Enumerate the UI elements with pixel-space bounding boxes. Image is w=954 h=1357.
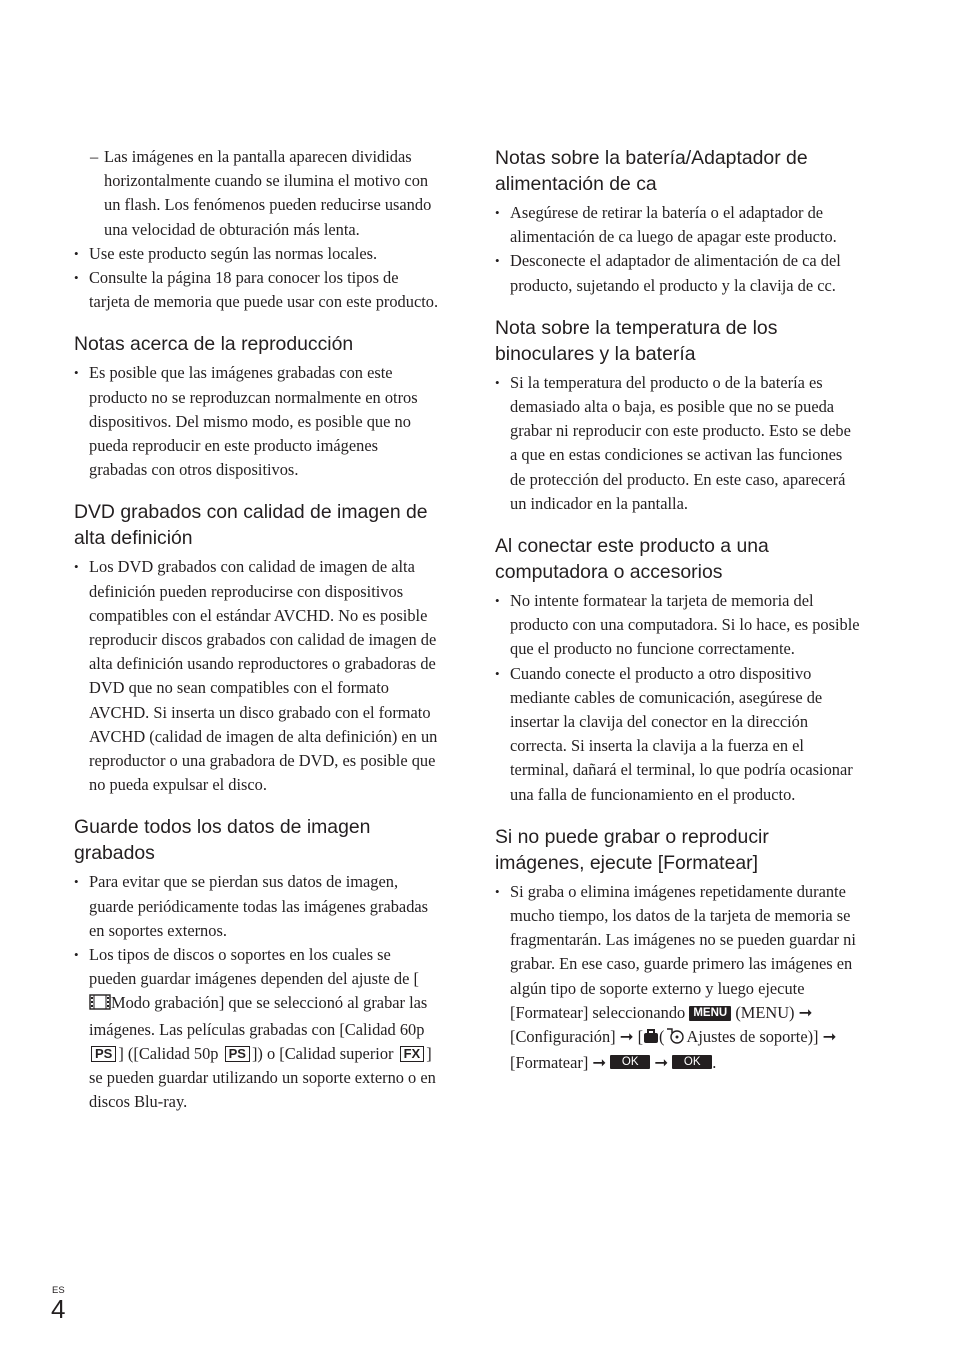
- list-item: [74, 943, 440, 1114]
- list-item: [74, 555, 440, 797]
- text: (MENU): [735, 1002, 795, 1022]
- text: [Configuración]: [510, 1027, 616, 1047]
- bullet-mark: •: [495, 374, 500, 390]
- ps-badge: PS: [225, 1046, 250, 1062]
- arrow-icon: ➞: [654, 1053, 669, 1073]
- text: (: [659, 1027, 665, 1047]
- language-code: ES: [52, 1285, 65, 1296]
- page-number: 4: [51, 1294, 66, 1324]
- list-item: [74, 361, 440, 482]
- list-item-text: No intente formatear la tarjeta de memoria del producto con una computadora. Si lo hace, es posible que el producto no funcione correctamente.: [510, 591, 860, 659]
- arrow-icon: ➞: [619, 1027, 634, 1047]
- list-item: [495, 662, 861, 807]
- flash-note-text: Las imágenes en la pantalla aparecen divididas horizontalmente cuando se ilumina el motivo con un flash. Los fenómenos pueden reducirse usando una velocidad de obturación más lenta.: [104, 147, 432, 239]
- bullet-mark: •: [74, 365, 79, 381]
- arrow-icon: ➞: [798, 1002, 813, 1022]
- film-strip-icon: [89, 993, 111, 1017]
- fx-badge: FX: [400, 1046, 425, 1062]
- arrow-icon: ➞: [822, 1027, 837, 1047]
- section-heading-bateria: Notas sobre la batería/Adaptador de alimentación de ca: [495, 147, 808, 195]
- bullet-mark: •: [495, 665, 500, 681]
- section-heading-guarde: Guarde todos los datos de imagen grabados: [74, 816, 371, 865]
- text: Modo grabación] que se seleccionó al grabar las imágenes. Las películas grabadas con [Calidad 60p: [89, 993, 428, 1039]
- text: [Formatear]: [510, 1053, 589, 1073]
- ok-button-badge: OK: [610, 1055, 650, 1069]
- ps-badge: PS: [91, 1046, 116, 1062]
- section-heading-conectar: Al conectar este producto a una computadora o accesorios: [495, 535, 769, 584]
- text: Ajustes de soporte)]: [686, 1027, 819, 1047]
- list-item-text: Es posible que las imágenes grabadas con este producto no se reproduzcan normalmente en otros dispositivos. Del mismo modo, es posible que no pueda reproducir en este producto imágenes grabadas con otros dispositivos.: [89, 363, 418, 480]
- list-item-text: Desconecte el adaptador de alimentación de ca del producto, sujetando el producto y la clavija de cc.: [510, 251, 841, 295]
- list-item: [74, 870, 440, 943]
- list-item-text: Use este producto según las normas locales.: [89, 243, 378, 263]
- text: Los tipos de discos o soportes en los cuales se pueden guardar imágenes dependen del ajuste de [: [89, 945, 419, 989]
- section-heading-formatear: Si no puede grabar o reproducir imágenes, ejecute [Formatear]: [495, 825, 769, 874]
- list-item: [495, 201, 861, 249]
- flash-note: [74, 145, 440, 242]
- list-item-text: Consulte la página 18 para conocer los tipos de tarjeta de memoria que puede usar con este producto.: [89, 268, 439, 312]
- text: ] se pueden guardar utilizando un soporte externo o en discos Blu-ray.: [89, 1043, 436, 1112]
- list-item: [495, 249, 861, 297]
- list-item-text: Para evitar que se pierdan sus datos de imagen, guarde periódicamente todas las imágenes grabadas en soportes externos.: [89, 872, 429, 940]
- list-item: [74, 266, 440, 314]
- bullet-mark: •: [74, 947, 79, 963]
- text: ]) o [Calidad superior: [251, 1043, 394, 1063]
- ok-button-badge: OK: [672, 1055, 712, 1069]
- bullet-mark: •: [74, 559, 79, 575]
- list-item-text: Asegúrese de retirar la batería o el adaptador de alimentación de ca luego de apagar este producto.: [510, 203, 837, 247]
- bullet-mark: •: [495, 883, 500, 899]
- right-column: [495, 145, 861, 1075]
- bullet-mark: •: [495, 593, 500, 609]
- text: ] ([Calidad 50p: [118, 1043, 219, 1063]
- list-item: [495, 880, 861, 1076]
- bullet-mark: •: [74, 245, 79, 261]
- text: .: [712, 1053, 717, 1073]
- bullet-mark: •: [495, 253, 500, 269]
- list-item-text: Cuando conecte el producto a otro dispositivo mediante cables de comunicación, asegúrese de insertar la clavija del conector en la dirección correcta. Si inserta la clavija a la fuerza en el terminal, dañará el terminal, lo que podría ocasionar una falla de funcionamiento en el producto.: [510, 663, 853, 804]
- arrow-icon: ➞: [592, 1053, 607, 1073]
- list-item-text: Los DVD grabados con calidad de imagen de alta definición pueden reproducirse con dispositivos compatibles con el estándar AVCHD. No es posible reproducir discos grabados con calidad de imagen de alta definición usando reproductores o grabadoras de DVD que no sean compatibles con el formato AVCHD. Si inserta un disco grabado con el formato AVCHD (calidad de imagen de alta definición) en un reproductor o una grabadora de DVD, es posible que no pueda expulsar el disco.: [89, 557, 438, 795]
- menu-button-badge: MENU: [689, 1006, 731, 1021]
- bullet-mark: •: [74, 874, 79, 890]
- section-heading-dvd: DVD grabados con calidad de imagen de alta definición: [74, 501, 428, 550]
- media-settings-icon: [665, 1026, 687, 1051]
- section-heading-temperatura: Nota sobre la temperatura de los binoculares y la batería: [495, 316, 778, 365]
- toolbox-icon: [643, 1027, 659, 1051]
- list-item-text: Si la temperatura del producto o de la batería es demasiado alta o baja, es posible que no se pueda grabar ni reproducir con este producto. Esto se debe a que en estas condiciones se activan las funciones de protección del producto. En este caso, aparecerá un indicador en la pantalla.: [510, 372, 851, 513]
- list-item: [495, 589, 861, 662]
- bullet-mark: •: [74, 270, 79, 286]
- text: Si graba o elimina imágenes repetidamente durante mucho tiempo, los datos de la tarjeta de memoria se fragmentarán. Las imágenes no se pueden guardar ni grabar. En ese caso, guarde primero las imágenes en algún tipo de soporte externo y luego ejecute [Formatear] seleccionando: [510, 881, 856, 1022]
- left-column: [74, 145, 440, 1115]
- bullet-mark: •: [495, 205, 500, 220]
- section-heading-reproduccion: Notas acerca de la reproducción: [74, 333, 354, 356]
- dash-mark: –: [90, 147, 99, 166]
- text: [: [637, 1027, 644, 1047]
- list-item: [74, 242, 440, 266]
- list-item: [495, 371, 861, 516]
